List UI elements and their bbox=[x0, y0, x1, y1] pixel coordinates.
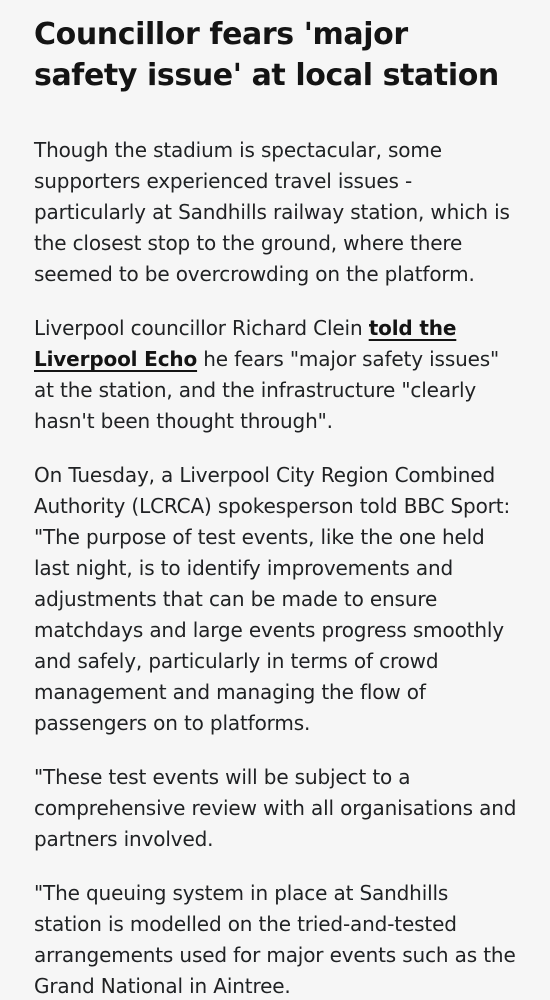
paragraph-test-events-review: "These test events will be subject to a comprehensive review with all organisations and partners involved. bbox=[34, 765, 517, 851]
paragraph-queuing-system: "The queuing system in place at Sandhills station is modelled on the tried-and-tested arrangements used for major events such as the Grand National in Aintree. bbox=[34, 881, 516, 998]
paragraph-stadium-travel-issues: Though the stadium is spectacular, some supporters experienced travel issues - particularly at Sandhills railway station, which is the closest stop to the ground, where there seemed to be overcrowding on the platform. bbox=[34, 138, 510, 286]
article-body bbox=[34, 135, 520, 1000]
liverpool-echo-link[interactable]: told the Liverpool Echo bbox=[34, 316, 457, 371]
paragraph-lcrca-statement: On Tuesday, a Liverpool City Region Combined Authority (LCRCA) spokesperson told BBC Sport: "The purpose of test events, like the one held last night, is to identify improvements and adjustments that can be made to ensure matchdays and large events progress smoothly and safely, particularly in terms of crowd management and managing the flow of passengers on to platforms. bbox=[34, 463, 511, 735]
paragraph-councillor-text-after: he fears "major safety issues" at the station, and the infrastructure "clearly hasn't been thought through". bbox=[34, 347, 500, 433]
paragraph-councillor-quote bbox=[34, 313, 520, 437]
article-headline: Councillor fears 'major safety issue' at local station bbox=[34, 17, 499, 93]
paragraph-councillor-text-before: Liverpool councillor Richard Clein bbox=[34, 316, 369, 340]
